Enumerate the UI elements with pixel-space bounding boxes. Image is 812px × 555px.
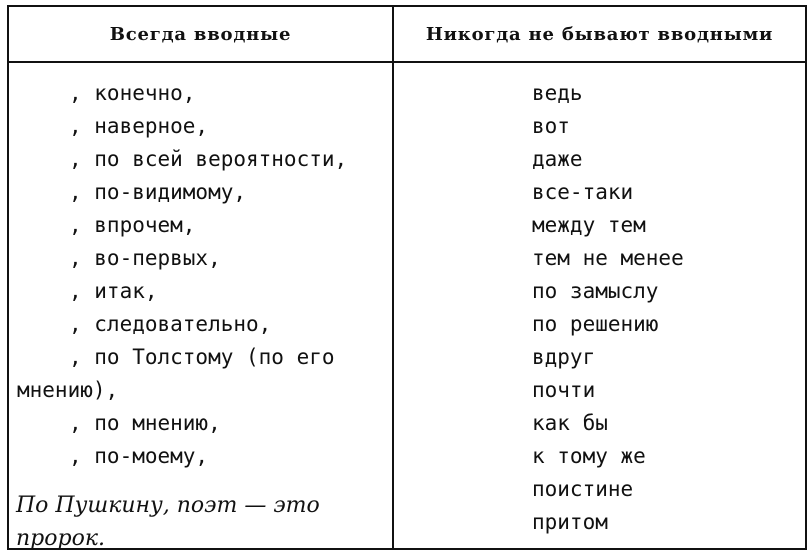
- list-item: мнению),: [17, 378, 119, 402]
- list-item: , по мнению,: [69, 411, 221, 435]
- list-item: почти: [532, 378, 596, 402]
- table-header-row: [9, 7, 805, 63]
- list-item: по замыслу: [532, 279, 659, 303]
- header-always-introductory: Всегда вводные: [109, 23, 292, 45]
- list-item: , по-моему,: [69, 444, 209, 468]
- list-item: все-таки: [532, 180, 634, 204]
- list-item: даже: [532, 147, 583, 171]
- list-item: , конечно,: [69, 81, 196, 105]
- list-item: вдруг: [532, 345, 596, 369]
- list-item: , впрочем,: [69, 213, 196, 237]
- list-item: , по Толстому (по его: [69, 345, 335, 369]
- introductory-words-table: [7, 5, 807, 550]
- list-item: между тем: [532, 213, 646, 237]
- example-line-1: По Пушкину, поэт — это: [16, 493, 320, 518]
- list-item: поистине: [532, 477, 634, 501]
- list-item: , следовательно,: [69, 312, 272, 336]
- example-line-2: пророк.: [16, 526, 105, 551]
- list-item: , наверное,: [69, 114, 209, 138]
- list-item: , итак,: [69, 279, 158, 303]
- list-item: притом: [532, 510, 608, 534]
- always-introductory-list: [9, 63, 392, 551]
- list-item: , во-первых,: [69, 246, 221, 270]
- list-item: ведь: [532, 81, 583, 105]
- list-item: к тому же: [532, 444, 646, 468]
- list-item: как бы: [532, 411, 608, 435]
- never-introductory-list: [394, 63, 805, 548]
- list-item: вот: [532, 114, 570, 138]
- list-item: по решению: [532, 312, 659, 336]
- list-item: , по-видимому,: [69, 180, 247, 204]
- list-item: , по всей вероятности,: [69, 147, 348, 171]
- header-never-introductory: Никогда не бывают вводными: [425, 23, 774, 45]
- list-item: тем не менее: [532, 246, 684, 270]
